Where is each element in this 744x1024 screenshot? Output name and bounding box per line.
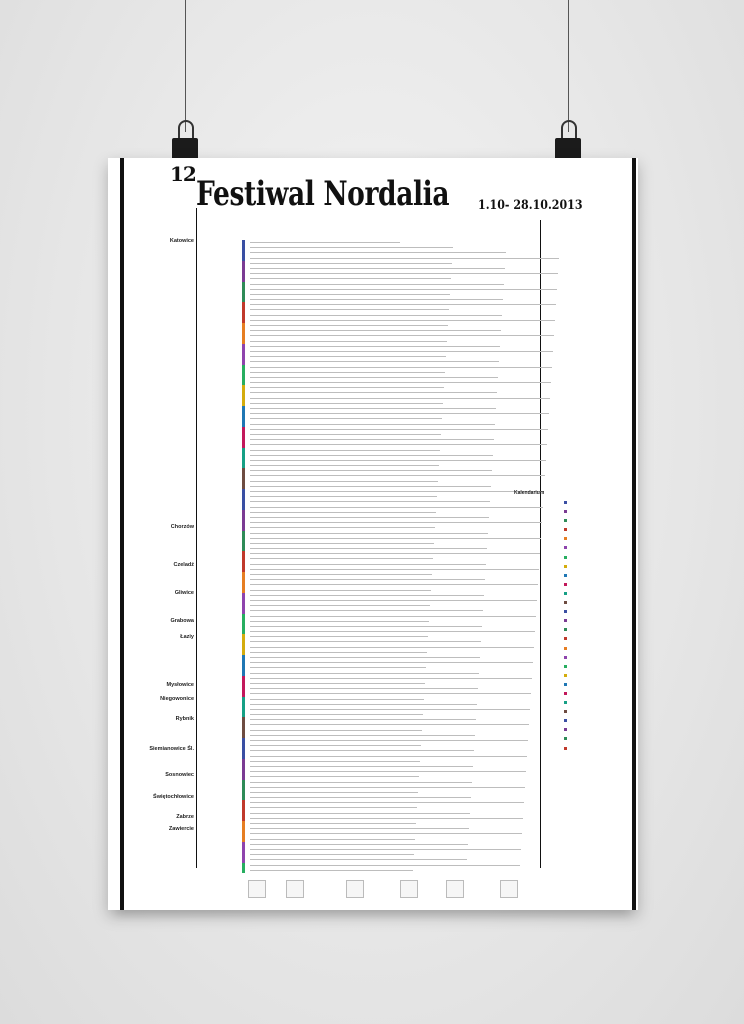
calendar-row	[508, 727, 568, 736]
calendar-row	[508, 627, 568, 636]
event-description-line	[250, 750, 474, 751]
calendar-row	[508, 646, 568, 655]
event-description-line	[250, 387, 444, 388]
event-list	[202, 240, 536, 873]
city-label: Niegowonice	[160, 696, 194, 702]
calendar-row	[508, 600, 568, 609]
event-description-line	[250, 247, 453, 248]
event-description-line	[250, 828, 469, 829]
calendar-row	[508, 664, 568, 673]
calendar-row	[508, 618, 568, 627]
city-label: Zabrze	[176, 814, 194, 820]
event-description-line	[250, 377, 498, 378]
event-description-line	[250, 662, 533, 663]
sponsor-logo	[286, 880, 304, 898]
event-description-line	[250, 335, 554, 336]
calendar-color-marker	[564, 583, 567, 586]
calendar-row	[508, 518, 568, 527]
event-description-line	[250, 704, 477, 705]
event-description-line	[250, 263, 452, 264]
event-description-line	[250, 242, 400, 243]
event-description-line	[250, 429, 548, 430]
event-description-line	[250, 320, 555, 321]
event-description-line	[250, 330, 501, 331]
event-description-line	[250, 351, 553, 352]
calendar-color-marker	[564, 592, 567, 595]
calendar-color-marker	[564, 719, 567, 722]
calendar-color-marker	[564, 710, 567, 713]
event-description-line	[250, 823, 416, 824]
event-description-line	[250, 548, 487, 549]
event-description-line	[250, 392, 497, 393]
event-description-line	[250, 512, 436, 513]
event-description-line	[250, 870, 413, 871]
event-description-line	[250, 444, 547, 445]
event-description-line	[250, 776, 419, 777]
calendar-color-marker	[564, 692, 567, 695]
event-description-line	[250, 782, 472, 783]
event-description-line	[250, 787, 525, 788]
event-description-line	[250, 621, 429, 622]
calendar-color-marker	[564, 619, 567, 622]
calendar-color-marker	[564, 528, 567, 531]
calendar-color-marker	[564, 701, 567, 704]
festival-title: Festiwal Nordalia	[196, 174, 450, 214]
event-description-line	[250, 527, 435, 528]
event-description-line	[250, 382, 551, 383]
event-description-line	[250, 849, 521, 850]
event-description-line	[250, 735, 475, 736]
calendar-row	[508, 718, 568, 727]
calendar-color-marker	[564, 610, 567, 613]
event-description-line	[250, 802, 524, 803]
calendar-row	[508, 700, 568, 709]
city-label: Rybnik	[175, 716, 194, 722]
city-label: Gliwice	[174, 590, 194, 596]
event-description-line	[250, 740, 528, 741]
event-description-line	[250, 688, 478, 689]
event-description-line	[250, 683, 425, 684]
event-description-line	[250, 818, 523, 819]
calendar-row	[508, 582, 568, 591]
event-description-line	[250, 268, 505, 269]
event-description-line	[250, 403, 443, 404]
event-description-line	[250, 771, 526, 772]
calendar-color-marker	[564, 656, 567, 659]
poster-left-bar	[120, 158, 124, 910]
event-description-line	[250, 719, 476, 720]
calendar-row	[508, 691, 568, 700]
calendar-row	[508, 709, 568, 718]
event-description-line	[250, 372, 445, 373]
calendar-color-marker	[564, 510, 567, 513]
calendar-color-marker	[564, 737, 567, 740]
event-description-line	[250, 522, 542, 523]
event-description-line	[250, 356, 446, 357]
event-description-line	[250, 756, 527, 757]
calendar-color-marker	[564, 747, 567, 750]
event-description-line	[250, 496, 437, 497]
event-description-line	[250, 465, 439, 466]
event-description-line	[250, 859, 467, 860]
event-description-line	[250, 678, 532, 679]
event-description-line	[250, 636, 428, 637]
event-description-line	[250, 833, 522, 834]
event-description-line	[250, 673, 479, 674]
event-description-line	[250, 294, 450, 295]
sponsor-logo	[400, 880, 418, 898]
calendar-row	[508, 573, 568, 582]
event-description-line	[250, 792, 418, 793]
hanging-wire-left	[185, 0, 186, 132]
festival-edition-number: 12	[170, 162, 196, 186]
city-label: Łaziy	[180, 634, 194, 640]
calendar-row	[508, 736, 568, 745]
event-description-line	[250, 501, 490, 502]
sponsor-logo	[248, 880, 266, 898]
event-description-line	[250, 865, 520, 866]
calendar-row	[508, 591, 568, 600]
event-description-line	[250, 309, 449, 310]
event-description-line	[250, 424, 495, 425]
event-row	[202, 868, 536, 873]
city-label: Siemianowice Śl.	[149, 746, 194, 752]
event-description-line	[250, 273, 558, 274]
event-description-line	[250, 584, 538, 585]
event-description-line	[250, 289, 557, 290]
event-description-line	[250, 538, 541, 539]
calendar-row	[508, 564, 568, 573]
calendar-color-marker	[564, 546, 567, 549]
calendar-row	[508, 536, 568, 545]
event-description-line	[250, 564, 486, 565]
event-description-line	[250, 418, 442, 419]
event-description-line	[250, 278, 451, 279]
event-description-line	[250, 367, 552, 368]
calendar-color-marker	[564, 501, 567, 504]
event-description-line	[250, 304, 556, 305]
event-color-marker	[242, 868, 245, 873]
event-description-line	[250, 590, 431, 591]
calendar-color-marker	[564, 637, 567, 640]
event-description-line	[250, 844, 468, 845]
calendar-color-marker	[564, 674, 567, 677]
event-description-line	[250, 341, 447, 342]
city-label: Chorzów	[170, 524, 194, 530]
event-description-line	[250, 595, 484, 596]
event-description-line	[250, 813, 470, 814]
event-description-line	[250, 491, 544, 492]
sponsor-logo	[500, 880, 518, 898]
event-description-line	[250, 543, 434, 544]
event-description-line	[250, 413, 549, 414]
event-description-line	[250, 460, 546, 461]
city-label: Grabowa	[170, 618, 194, 624]
event-description-line	[250, 605, 430, 606]
city-label: Sosnowiec	[165, 772, 194, 778]
event-description-line	[250, 610, 483, 611]
event-description-line	[250, 558, 433, 559]
event-description-line	[250, 797, 471, 798]
event-description-line	[250, 434, 441, 435]
calendar-color-marker	[564, 665, 567, 668]
event-description-line	[250, 839, 415, 840]
event-description-line	[250, 533, 488, 534]
event-description-line	[250, 408, 496, 409]
calendar-color-marker	[564, 628, 567, 631]
calendar-row	[508, 500, 568, 509]
event-description-line	[250, 657, 480, 658]
event-description-line	[250, 450, 440, 451]
event-description-line	[250, 439, 494, 440]
event-description-line	[250, 730, 422, 731]
event-description-line	[250, 507, 543, 508]
event-description-line	[250, 693, 531, 694]
event-description-line	[250, 299, 503, 300]
calendar-color-marker	[564, 519, 567, 522]
event-description-line	[250, 766, 473, 767]
event-description-line	[250, 315, 502, 316]
festival-dates: 1.10- 28.10.2013	[478, 198, 583, 213]
event-description-line	[250, 486, 491, 487]
hanging-wire-right	[568, 0, 569, 132]
calendar-row	[508, 636, 568, 645]
event-description-line	[250, 626, 482, 627]
calendar-row	[508, 509, 568, 518]
event-description-line	[250, 325, 448, 326]
calendar-row	[508, 545, 568, 554]
event-description-line	[250, 652, 427, 653]
event-description-line	[250, 600, 537, 601]
event-description-line	[250, 714, 423, 715]
calendar-heading: Kalendarium	[514, 490, 545, 496]
calendar-color-marker	[564, 556, 567, 559]
calendar-color-marker	[564, 728, 567, 731]
event-description-line	[250, 854, 414, 855]
calendar-row	[508, 527, 568, 536]
event-description-line	[250, 631, 535, 632]
event-description-line	[250, 517, 489, 518]
event-description-line	[250, 616, 536, 617]
calendar-color-marker	[564, 683, 567, 686]
event-description-line	[250, 641, 481, 642]
event-description-line	[250, 647, 534, 648]
event-description-line	[250, 481, 438, 482]
city-label: Zawiercie	[168, 826, 194, 832]
event-description-line	[250, 574, 432, 575]
city-label: Mysłowice	[166, 682, 194, 688]
event-description-line	[250, 346, 500, 347]
calendar-color-marker	[564, 601, 567, 604]
event-description-line	[250, 284, 504, 285]
event-description-line	[250, 579, 485, 580]
city-label: Czeladź	[173, 562, 194, 568]
poster-column-divider	[196, 208, 197, 868]
event-description-line	[250, 699, 424, 700]
event-description-line	[250, 807, 417, 808]
calendar-color-marker	[564, 647, 567, 650]
event-description-line	[250, 361, 499, 362]
event-description-line	[250, 258, 559, 259]
calendar-row	[508, 555, 568, 564]
event-description-line	[250, 761, 420, 762]
event-description-line	[250, 709, 530, 710]
calendar-color-marker	[564, 565, 567, 568]
calendar-color-marker	[564, 537, 567, 540]
city-label: Katowice	[169, 238, 194, 244]
poster-right-bar	[632, 158, 636, 910]
poster	[108, 158, 638, 910]
sponsor-logo	[446, 880, 464, 898]
event-description-line	[250, 569, 539, 570]
event-description-line	[250, 553, 540, 554]
event-description-line	[250, 475, 545, 476]
city-label: Świętochłowice	[153, 794, 194, 800]
event-description-line	[250, 470, 492, 471]
calendar-row	[508, 655, 568, 664]
event-description-line	[250, 398, 550, 399]
calendar-row	[508, 746, 568, 755]
event-description-line	[250, 252, 506, 253]
calendar-row	[508, 673, 568, 682]
event-description-line	[250, 667, 426, 668]
event-description-line	[250, 724, 529, 725]
event-description-line	[250, 455, 493, 456]
calendar-color-marker	[564, 574, 567, 577]
calendar-row	[508, 609, 568, 618]
calendar-row	[508, 682, 568, 691]
event-description-line	[250, 745, 421, 746]
sponsor-logo	[346, 880, 364, 898]
calendar-list	[508, 500, 568, 755]
